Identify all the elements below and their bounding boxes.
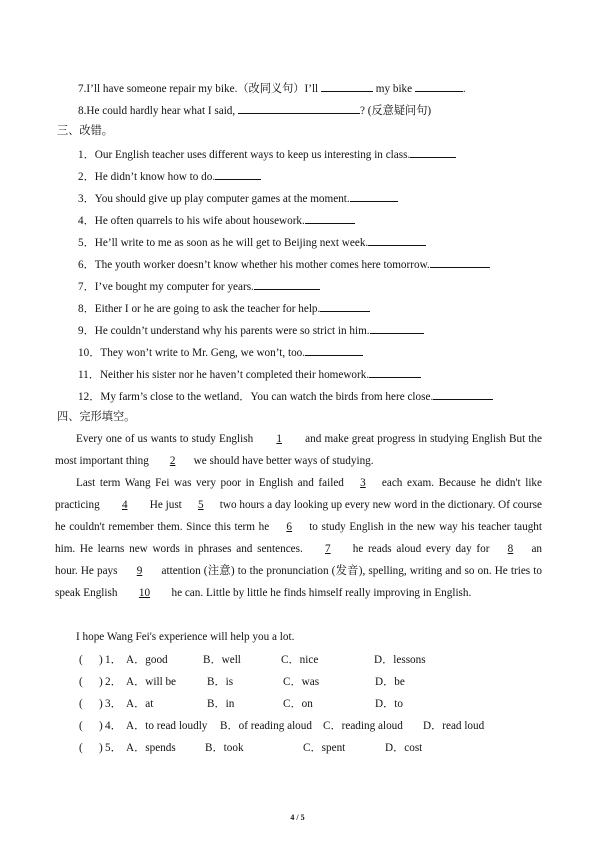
correction-item bbox=[78, 388, 568, 404]
rewrite-item-8 bbox=[78, 102, 568, 118]
answer-blank[interactable] bbox=[305, 344, 363, 356]
cloze-gap[interactable]: 10 bbox=[138, 587, 151, 599]
option-b[interactable]: B．took bbox=[205, 742, 244, 754]
answer-blank[interactable] bbox=[350, 190, 398, 202]
option-d[interactable]: D．to bbox=[375, 698, 403, 710]
cloze-paragraph-1 bbox=[55, 428, 542, 472]
open-paren: ( bbox=[79, 654, 83, 666]
option-a[interactable]: A．will be bbox=[126, 676, 177, 688]
item-number: 2． bbox=[78, 171, 95, 183]
question-number: 5． bbox=[105, 742, 122, 754]
close-paren: ) bbox=[99, 698, 103, 710]
option-c[interactable]: C．reading aloud bbox=[323, 720, 403, 732]
answer-blank[interactable] bbox=[370, 322, 424, 334]
cloze-text: attention (注意) to the pronunciation (发音), spelling, writing and so on. He tries to speak English bbox=[55, 565, 542, 599]
correction-item bbox=[78, 300, 568, 316]
item-text: He didn’t know how to do. bbox=[94, 171, 216, 183]
open-paren: ( bbox=[79, 720, 83, 732]
cloze-gap[interactable]: 1 bbox=[276, 433, 282, 445]
cloze-paragraph-3 bbox=[55, 626, 542, 648]
rewrite-item-7 bbox=[78, 80, 568, 96]
cloze-gap[interactable]: 7 bbox=[324, 543, 331, 555]
open-paren: ( bbox=[79, 676, 83, 688]
option-c[interactable]: C．spent bbox=[303, 742, 346, 754]
item-number: 4． bbox=[78, 215, 95, 227]
open-paren: ( bbox=[79, 742, 83, 754]
item-text: ? (反意疑问句) bbox=[360, 105, 432, 117]
option-b[interactable]: B．in bbox=[207, 698, 235, 710]
cloze-gap[interactable]: 3 bbox=[360, 477, 366, 489]
correction-item bbox=[78, 322, 568, 338]
answer-blank[interactable] bbox=[321, 80, 373, 92]
open-paren: ( bbox=[79, 698, 83, 710]
correction-item bbox=[78, 168, 568, 184]
option-a[interactable]: A．good bbox=[126, 654, 168, 666]
cloze-gap[interactable]: 6 bbox=[286, 521, 292, 533]
close-paren: ) bbox=[99, 742, 103, 754]
item-number: 6． bbox=[78, 259, 95, 271]
item-number: 7. bbox=[78, 83, 87, 95]
cloze-gap[interactable]: 4 bbox=[121, 499, 128, 511]
correction-item bbox=[78, 146, 568, 162]
cloze-paragraph-2 bbox=[55, 472, 542, 604]
item-text: Our English teacher uses different ways to keep us interesting in class. bbox=[94, 149, 411, 161]
item-number: 10． bbox=[78, 347, 101, 359]
cloze-text: Every one of us wants to study English bbox=[76, 433, 254, 445]
answer-blank[interactable] bbox=[415, 80, 463, 92]
option-c[interactable]: C．nice bbox=[281, 654, 319, 666]
answer-blank[interactable] bbox=[433, 388, 493, 400]
item-number: 7． bbox=[78, 281, 95, 293]
option-b[interactable]: B．well bbox=[203, 654, 241, 666]
item-number: 8． bbox=[78, 303, 95, 315]
correction-item bbox=[78, 212, 568, 228]
item-text: He couldn’t understand why his parents were so strict in him. bbox=[94, 325, 370, 337]
answer-blank[interactable] bbox=[430, 256, 490, 268]
correction-item bbox=[78, 234, 568, 250]
item-text: My farm’s close to the wetland．You can watch the birds from here close. bbox=[100, 391, 434, 403]
answer-blank[interactable] bbox=[410, 146, 456, 158]
item-text: He could hardly hear what I said, bbox=[86, 105, 238, 117]
cloze-text: He just bbox=[149, 499, 182, 511]
item-text: my bike bbox=[372, 83, 415, 95]
item-number: 11． bbox=[78, 369, 100, 381]
cloze-text: to study English in the new way his teacher taught him. He learns new words in phrases and sentences. bbox=[55, 521, 542, 555]
cloze-text: each exam. Because he didn't like practicing bbox=[55, 477, 542, 511]
item-text: I’ll have someone repair my bike.（改同义句）I’ll bbox=[86, 83, 321, 95]
answer-blank[interactable] bbox=[369, 366, 421, 378]
option-d[interactable]: D．be bbox=[375, 676, 405, 688]
cloze-text: he can. Little by little he finds himself really improving in English. bbox=[171, 587, 472, 599]
item-text: The youth worker doesn’t know whether his mother comes here tomorrow. bbox=[94, 259, 430, 271]
cloze-text: I hope Wang Fei's experience will help you a lot. bbox=[76, 631, 295, 643]
item-text: I’ve bought my computer for years. bbox=[94, 281, 254, 293]
item-text: He often quarrels to his wife about housework. bbox=[94, 215, 305, 227]
item-text: He’ll write to me as soon as he will get to Beijing next week. bbox=[94, 237, 369, 249]
section-4-title: 四、完形填空。 bbox=[57, 411, 136, 423]
option-a[interactable]: A．to read loudly bbox=[126, 720, 208, 732]
option-b[interactable]: B．of reading aloud bbox=[220, 720, 312, 732]
answer-blank[interactable] bbox=[368, 234, 426, 246]
item-text: . bbox=[462, 83, 466, 95]
answer-blank[interactable] bbox=[320, 300, 370, 312]
item-number: 9． bbox=[78, 325, 95, 337]
option-d[interactable]: D．read loud bbox=[423, 720, 485, 732]
answer-blank[interactable] bbox=[305, 212, 355, 224]
cloze-text: and make great progress in studying English But the most important thing bbox=[55, 433, 542, 467]
option-a[interactable]: A．at bbox=[126, 698, 154, 710]
option-d[interactable]: D．lessons bbox=[374, 654, 426, 666]
item-text: You should give up play computer games at the moment. bbox=[94, 193, 350, 205]
cloze-gap[interactable]: 2 bbox=[169, 455, 176, 467]
item-number: 12． bbox=[78, 391, 101, 403]
section-3-title: 三、改错。 bbox=[57, 125, 113, 137]
item-number: 1． bbox=[78, 149, 95, 161]
item-text: Neither his sister nor he haven’t completed their homework. bbox=[99, 369, 370, 381]
cloze-text: we should have better ways of studying. bbox=[193, 455, 374, 467]
answer-blank[interactable] bbox=[254, 278, 320, 290]
answer-blank[interactable] bbox=[238, 102, 360, 114]
correction-item bbox=[78, 344, 568, 360]
cloze-gap[interactable]: 9 bbox=[136, 565, 143, 577]
correction-item bbox=[78, 366, 568, 382]
cloze-text: an hour. He pays bbox=[55, 543, 543, 577]
question-number: 4． bbox=[105, 720, 122, 732]
question-number: 1． bbox=[105, 654, 122, 666]
close-paren: ) bbox=[99, 676, 103, 688]
correction-item bbox=[78, 190, 568, 206]
option-c[interactable]: C．was bbox=[283, 676, 320, 688]
close-paren: ) bbox=[99, 720, 103, 732]
cloze-text: Last term Wang Fei was very poor in English and failed bbox=[76, 477, 344, 489]
close-paren: ) bbox=[99, 654, 103, 666]
answer-blank[interactable] bbox=[215, 168, 261, 180]
page-number: 4 / 5 bbox=[290, 813, 305, 822]
cloze-gap[interactable]: 8 bbox=[507, 543, 514, 555]
question-number: 2． bbox=[105, 676, 122, 688]
correction-item bbox=[78, 256, 568, 272]
item-number: 5． bbox=[78, 237, 95, 249]
option-b[interactable]: B．is bbox=[207, 676, 234, 688]
cloze-text: he reads aloud every day for bbox=[352, 543, 490, 555]
item-text: They won’t write to Mr. Geng, we won’t, too. bbox=[100, 347, 306, 359]
option-d[interactable]: D．cost bbox=[385, 742, 423, 754]
question-number: 3． bbox=[105, 698, 122, 710]
item-number: 8. bbox=[78, 105, 87, 117]
cloze-text: two hours a day looking up every new word in the dictionary. Of course he couldn't remember them. Since this term he bbox=[55, 499, 542, 533]
item-text: Either I or he are going to ask the teacher for help. bbox=[94, 303, 321, 315]
cloze-gap[interactable]: 5 bbox=[197, 499, 204, 511]
item-number: 3． bbox=[78, 193, 95, 205]
option-a[interactable]: A．spends bbox=[126, 742, 176, 754]
option-c[interactable]: C．on bbox=[283, 698, 313, 710]
correction-item bbox=[78, 278, 568, 294]
